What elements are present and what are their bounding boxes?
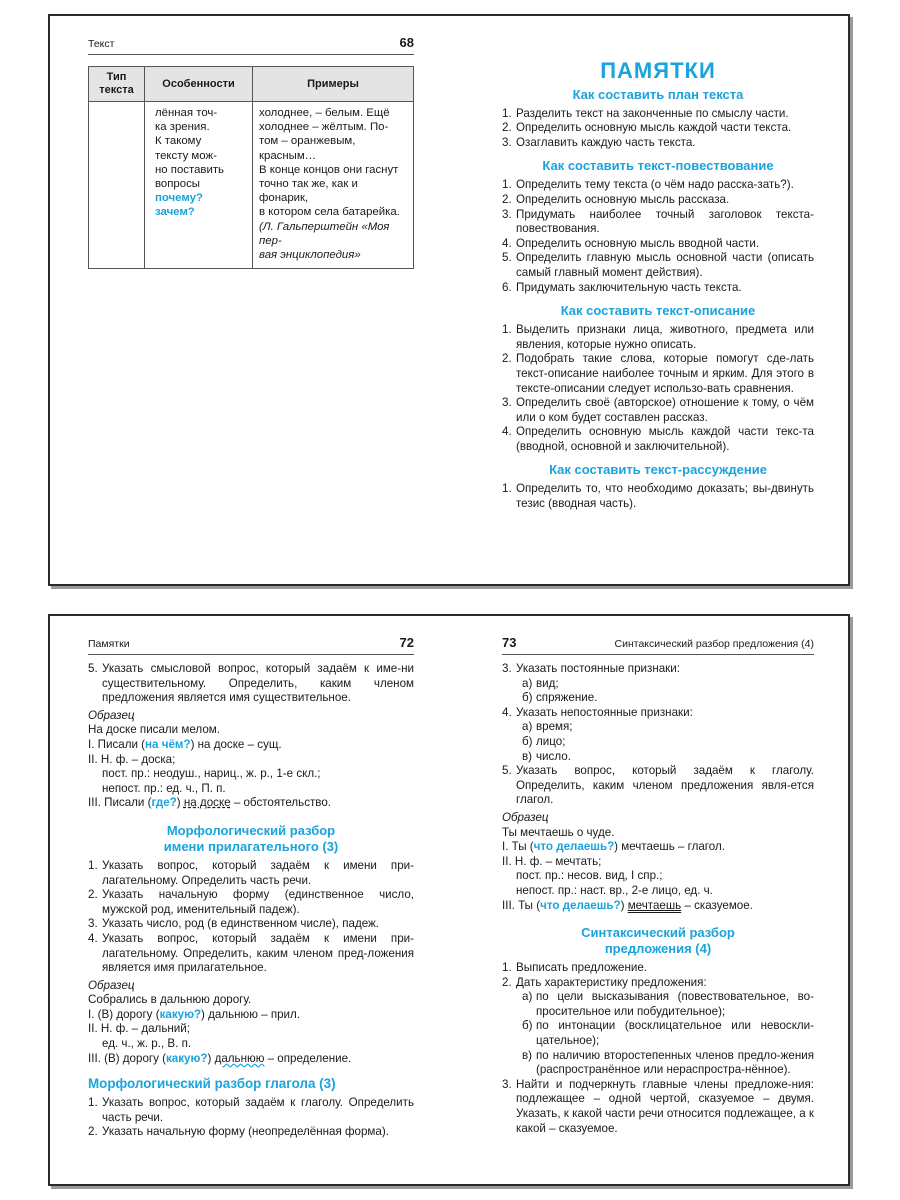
page-number: 73	[502, 635, 517, 650]
list-item: 5. Указать смысловой вопрос, который задаём к име-ни существительному. Определить, каким членом предложения является имя существительное.	[88, 662, 414, 705]
sample-line: ед. ч., ж. р., В. п.	[102, 1037, 192, 1051]
top-spread	[48, 14, 850, 586]
header-title: Текст	[88, 38, 115, 50]
sample-line: пост. пр.: несов. вид, I спр.;	[516, 869, 663, 883]
sub-item: а) время;	[522, 720, 573, 734]
sample-line: III. Ты (что делаешь?) мечтаешь – сказуемое.	[502, 898, 753, 912]
list-item: 4. Указать вопрос, который задаём к имени при-лагательному. Определить, каким членом пред-ложения является имя прилагательное.	[88, 931, 414, 975]
sample-label: Образец	[88, 978, 135, 992]
list-item: 3. Придумать наиболее точный заголовок текста-повествования.	[502, 207, 814, 236]
sub-item: а) вид;	[522, 676, 559, 690]
list-item: 5. Определить главную мысль основной части (описать самый главный момент действия).	[502, 251, 814, 279]
table-row	[89, 102, 414, 269]
features-line: но поставить	[155, 163, 224, 176]
list-item: 2. Указать начальную форму (неопределённая форма).	[88, 1125, 389, 1139]
example-line: точно так же, как и фонарик,	[259, 178, 358, 205]
list-item: 1. Выделить признаки лица, животного, предмета или явления, которые нужно описать.	[502, 323, 814, 351]
noun-steps-tail	[88, 662, 414, 706]
sample-line: I. Ты (что делаешь?) мечтаешь – глагол.	[502, 840, 725, 854]
narrative-steps	[502, 178, 814, 295]
list-item: 3. Найти и подчеркнуть главные члены предложе-ния: подлежащее – одной чертой, сказуемое – двумя. Указать, к какой части речи относится подлежащее, а к какой – сказуемое.	[502, 1077, 814, 1135]
sample-line: непост. пр.: ед. ч., П. п.	[102, 781, 226, 795]
example-line: В конце концов они гаснут	[259, 163, 399, 176]
list-item: 2. Подобрать такие слова, которые помогут сде-лать текст-описание наиболее точным и ярким. Для этого в тексте-описании следует использо-вать сравнения.	[502, 352, 814, 395]
description-steps	[502, 323, 814, 454]
features-line: К такому	[155, 135, 202, 148]
sample-line: II. Н. ф. – мечтать;	[502, 854, 602, 868]
list-item: 2. Определить основную мысль каждой части текста.	[502, 121, 792, 135]
list-item: 1. Разделить текст на законченные по смыслу части.	[502, 106, 789, 120]
sub-item: а) по цели высказывания (повествовательное, во-просительное или побудительное);	[522, 990, 814, 1018]
list-item: 4. Определить основную мысль вводной части.	[502, 236, 760, 250]
example-line: в котором села батарейка.	[259, 206, 400, 219]
sample-line: III. (В) дорогу (какую?) дальнюю – определение.	[88, 1051, 352, 1065]
list-item: 2. Дать характеристику предложения: а) по цели высказывания (повествовательное, во-просительное или побудительное); б) по интонации (восклицательное или невоскли-цательное); в) по наличию второстепенных членов предло-жения (распространённое или нераспростра-нённое).	[502, 975, 814, 1077]
section-title: Как составить текст-описание	[560, 303, 756, 319]
list-item: 1. Выписать предложение.	[502, 961, 648, 975]
table-header-type: Тип текста	[89, 67, 145, 102]
table-header-row	[89, 67, 414, 102]
verb-steps-continued	[502, 662, 814, 808]
adjective-section-title: Морфологический разбор имени прилагательного (3)	[163, 822, 339, 854]
list-item: 1. Определить тему текста (о чём надо расска-зать?).	[502, 178, 794, 192]
sample-line: непост. пр.: наст. вр., 2-е лицо, ед. ч.	[516, 883, 713, 897]
sample-line: II. Н. ф. – дальний;	[88, 1022, 190, 1036]
table-cell-type	[89, 102, 145, 269]
sub-item: б) лицо;	[522, 734, 566, 748]
features-line: вопросы	[155, 178, 200, 191]
example-line: холоднее, – белым. Ещё	[259, 107, 390, 119]
verb-section-title: Морфологический разбор глагола (3)	[88, 1076, 336, 1092]
sub-item: в) число.	[522, 749, 571, 763]
page-number: 72	[399, 635, 414, 650]
sample-line: III. Писали (где?) на доске – обстоятельство.	[88, 796, 331, 810]
example-line: том – оранжевым, красным…	[259, 135, 356, 162]
list-item: 3. Указать число, род (в единственном числе), падеж.	[88, 917, 380, 931]
list-item: 1. Указать вопрос, который задаём к имени при-лагательному. Определить часть речи.	[88, 858, 414, 887]
list-item: 4. Указать непостоянные признаки: а) время; б) лицо; в) число.	[502, 706, 814, 764]
list-item: 2. Указать начальную форму (единственное число, мужской род, именительный падеж).	[88, 888, 414, 916]
section-title: Как составить текст-повествование	[542, 158, 774, 174]
sample-line: I. Писали (на чём?) на доске – сущ.	[88, 737, 282, 751]
table-header-features: Особенности	[145, 67, 253, 102]
list-item: 6. Придумать заключительную часть текста.	[502, 280, 742, 294]
verb-steps	[88, 1096, 414, 1140]
list-item: 4. Определить основную мысль каждой части текс-та (вводной, основной и заключительной).	[502, 425, 814, 453]
sub-item: б) по интонации (восклицательное или невоскли-цательное);	[522, 1019, 814, 1048]
section-title: Как составить текст-рассуждение	[549, 462, 767, 478]
sample-sentence: На доске писали мелом.	[88, 723, 220, 737]
sample-sentence: Собрались в дальнюю дорогу.	[88, 993, 252, 1007]
question-what-for: зачем?	[155, 206, 195, 219]
syntax-section-title: Синтаксический разбор предложения (4)	[581, 925, 735, 957]
sub-item: б) спряжение.	[522, 691, 598, 705]
table-cell-features	[145, 102, 253, 269]
bottom-spread	[48, 614, 850, 1186]
section-title: Как составить план текста	[572, 86, 744, 102]
adjective-steps	[88, 859, 414, 976]
list-item: 3. Указать постоянные признаки: а) вид; б) спряжение.	[502, 662, 814, 706]
running-head-73	[502, 635, 814, 655]
sample-line: пост. пр.: неодуш., нариц., ж. р., 1-е скл.;	[102, 767, 321, 781]
example-citation: (Л. Гальперштейн «Моя пер-	[259, 220, 390, 247]
features-line: ка зрения.	[155, 121, 210, 134]
table-cell-examples	[253, 102, 414, 269]
features-line: лённая точ-	[155, 107, 218, 119]
sub-item: в) по наличию второстепенных членов предло-жения (распространённое или нераспростра-нённое).	[522, 1048, 814, 1077]
reasoning-steps	[502, 482, 814, 511]
features-line: тексту мож-	[155, 149, 217, 162]
running-head-68	[88, 35, 414, 55]
list-item: 2. Определить основную мысль рассказа.	[502, 192, 730, 206]
list-item: 5. Указать вопрос, который задаём к глаголу. Определить, каким членом предложения явля-ется глагол.	[502, 764, 814, 807]
sample-line: II. Н. ф. – доска;	[88, 752, 176, 766]
question-why: почему?	[155, 192, 203, 205]
example-line: холоднее – жёлтым. По-	[259, 121, 389, 134]
sample-label: Образец	[88, 708, 135, 722]
header-title: Памятки	[88, 638, 130, 650]
text-types-table	[88, 66, 414, 269]
syntax-steps	[502, 961, 814, 1136]
table-header-examples: Примеры	[253, 67, 414, 102]
page-number: 68	[399, 35, 414, 50]
main-title: ПАМЯТКИ	[600, 58, 716, 83]
list-item: 1. Указать вопрос, который задаём к глаголу. Определить часть речи.	[88, 1096, 414, 1124]
plan-steps	[502, 107, 814, 151]
running-head-72	[88, 635, 414, 655]
list-item: 3. Озаглавить каждую часть текста.	[502, 135, 696, 149]
sample-label: Образец	[502, 810, 549, 824]
header-title: Синтаксический разбор предложения (4)	[614, 638, 814, 650]
list-item: 3. Определить своё (авторское) отношение к тому, о чём или о ком будет составлен рассказ.	[502, 396, 814, 424]
sample-sentence: Ты мечтаешь о чуде.	[502, 825, 615, 839]
example-citation: вая энциклопедия»	[259, 249, 361, 262]
sample-line: I. (В) дорогу (какую?) дальнюю – прил.	[88, 1007, 301, 1021]
list-item: 1. Определить то, что необходимо доказать; вы-двинуть тезис (вводная часть).	[502, 482, 814, 511]
